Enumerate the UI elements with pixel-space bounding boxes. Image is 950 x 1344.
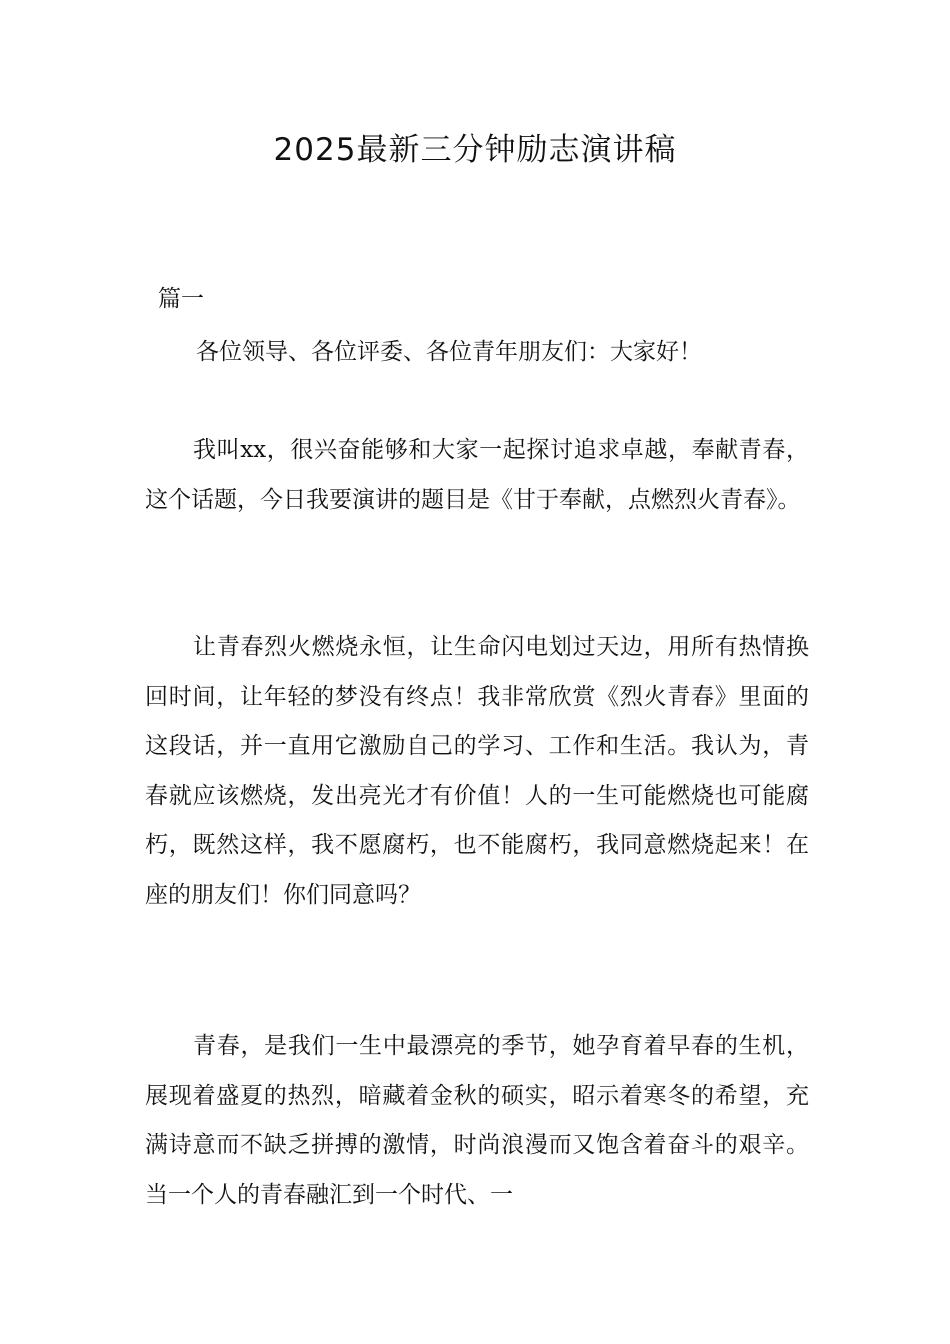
section-label: 篇一: [158, 286, 204, 312]
greeting-line: 各位领导、各位评委、各位青年朋友们：大家好！: [196, 339, 702, 365]
paragraph-2: 让青春烈火燃烧永恒，让生命闪电划过天边，用所有热情换回时间，让年轻的梦没有终点！我非常欣赏《烈火青春》里面的这段话，并一直用它激励自己的学习、工作和生活。我认为，青春就应该燃烧，发出亮光才有价值！人的一生可能燃烧也可能腐朽，既然这样，我不愿腐朽，也不能腐朽，我同意燃烧起来！在座的朋友们！你们同意吗？: [145, 634, 809, 908]
paragraph-3: 青春，是我们一生中最漂亮的季节，她孕育着早春的生机，展现着盛夏的热烈，暗藏着金秋的硕实，昭示着寒冬的希望，充满诗意而不缺乏拼搏的激情，时尚浪漫而又饱含着奋斗的艰辛。当一个人的青春融汇到一个时代、一: [145, 1033, 809, 1208]
paragraph-1: 我叫xx，很兴奋能够和大家一起探讨追求卓越，奉献青春，这个话题，今日我要演讲的题目是《甘于奉献，点燃烈火青春》。: [145, 437, 809, 513]
document-title: 2025最新三分钟励志演讲稿: [273, 132, 677, 168]
